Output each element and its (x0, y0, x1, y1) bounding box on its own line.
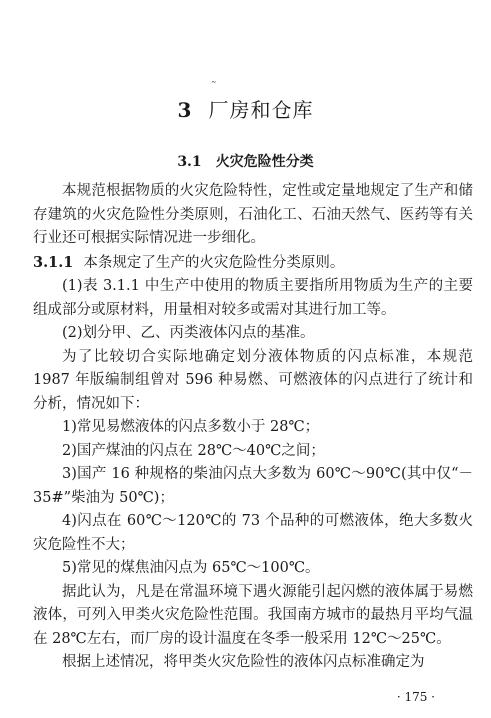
list-item: 2)国产煤油的闪点在 28℃～40℃之间； (62, 442, 325, 459)
list-item: 4)闪点在 60℃～120℃的 73 个品种的可燃液体，绝大多数火灾危险性不大； (33, 513, 473, 553)
list-item: 3)国产 16 种规格的柴油闪点大多数为 60℃～90℃(其中仅“－35#”柴油为 50℃)； (33, 466, 473, 506)
clause-text: 本条规定了生产的火灾危险性分类原则。 (83, 254, 345, 271)
body-text (33, 180, 473, 675)
page-number: · 175 · (396, 690, 435, 704)
paragraph: 据此认为，凡是在常温环境下遇火源能引起闪燃的液体属于易燃液体，可列入甲类火灾危险性范围。我国南方城市的最热月平均气温在 28℃左右，而厂房的设计温度在冬季一般采用 12℃～25℃。 (33, 583, 473, 647)
section-heading (0, 151, 491, 171)
clause-paragraph (33, 251, 473, 276)
chapter-title: 厂房和仓库 (208, 98, 314, 122)
chapter-heading (0, 94, 491, 123)
list-item: 1)常见易燃液体的闪点多数小于 28℃； (62, 419, 320, 435)
clause-number: 3.1.1 (33, 253, 74, 271)
paragraph: 本规范根据物质的火灾危险特性，定性或定量地规定了生产和储存建筑的火灾危险性分类原则，石油化工、石油天然气、医药等有关行业还可根据实际情况进一步细化。 (33, 183, 473, 246)
chapter-number: 3 (177, 98, 193, 122)
paragraph: 根据上述情况，将甲类火灾危险性的液体闪点标准确定为 (62, 654, 425, 670)
paragraph: (2)划分甲、乙、丙类液体闪点的基准。 (62, 325, 315, 341)
section-title: 火灾危险性分类 (215, 154, 314, 170)
section-number: 3.1 (177, 154, 202, 170)
list-item: 5)常见的煤焦油闪点为 65℃～100℃。 (62, 560, 320, 576)
paragraph: 为了比较切合实际地确定划分液体物质的闪点标准，本规范 1987 年版编制组曾对 596 种易燃、可燃液体的闪点进行了统计和分析，情况如下： (33, 348, 473, 412)
paragraph: (1)表 3.1.1 中生产中使用的物质主要指所用物质为生产的主要组成部分或原材料，用量相对较多或需对其进行加工等。 (33, 278, 473, 318)
scan-mark: ˜ (211, 80, 217, 93)
